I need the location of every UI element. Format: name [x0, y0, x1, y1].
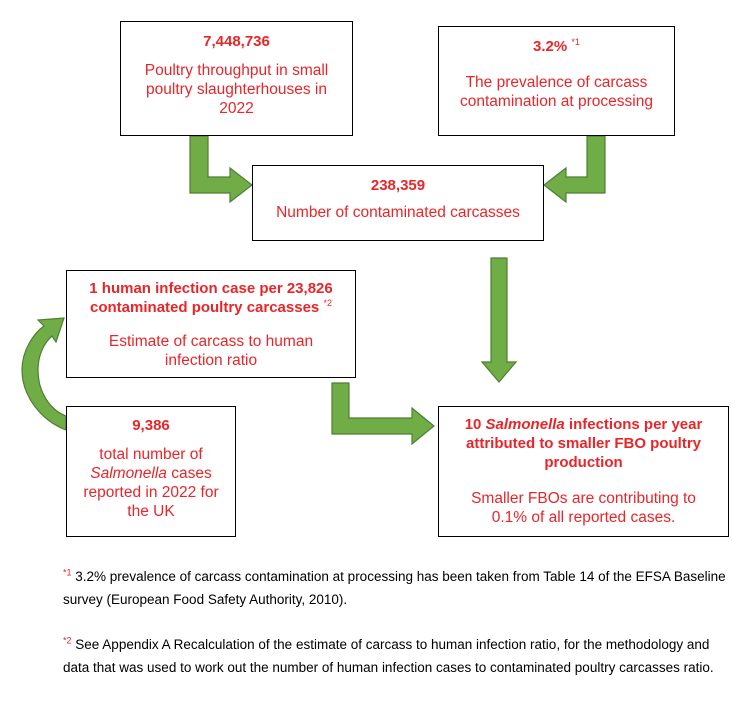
arrow-ratio-to-result — [332, 383, 434, 444]
ratio-heading-text: 1 human infection case per 23,826 contaminated poultry carcasses — [89, 280, 333, 316]
ratio-heading — [67, 279, 355, 317]
arrow-throughput-to-contaminated — [190, 136, 252, 202]
footnote-2-text: See Appendix A Recalculation of the estimate of carcass to human infection ratio, for the methodology and data that was used to work out the number of human infection cases to contaminated poultry carcasses ratio. — [63, 637, 714, 675]
cases-text-post: cases reported in 2022 for the UK — [83, 465, 219, 520]
footnote-2 — [63, 633, 728, 679]
footnote-1-text: 3.2% prevalence of carcass contamination at processing has been taken from Table 14 of the EFSA Baseline survey (European Food Safety Authority, 2010). — [63, 569, 726, 607]
contaminated-value: 238,359 — [370, 177, 426, 194]
prevalence-marker: *1 — [571, 37, 580, 47]
ratio-box — [66, 270, 356, 378]
result-heading — [439, 415, 728, 472]
cases-text — [67, 445, 235, 521]
result-heading-post: infections per year attributed to smaller FBO poultry production — [465, 416, 703, 471]
prevalence-value: 3.2% — [533, 38, 568, 55]
result-box — [438, 406, 729, 537]
contaminated-text: Number of contaminated carcasses — [276, 204, 520, 221]
result-heading-italic: Salmonella — [485, 416, 565, 433]
cases-box — [66, 406, 236, 537]
cases-text-italic: Salmonella — [90, 465, 167, 482]
cases-value: 9,386 — [132, 417, 170, 434]
throughput-value: 7,448,736 — [203, 33, 270, 50]
footnote-1-marker: *1 — [63, 567, 72, 578]
cases-text-pre: total number of — [99, 446, 203, 463]
ratio-text: Estimate of carcass to human infection ratio — [108, 333, 314, 369]
contaminated-box — [252, 165, 544, 241]
prevalence-text: The prevalence of carcass contamination at processing — [459, 74, 653, 110]
arrow-cases-to-ratio — [22, 318, 66, 430]
result-text: Smaller FBOs are contributing to 0.1% of all reported cases. — [471, 490, 696, 526]
prevalence-heading — [439, 37, 674, 56]
arrow-contaminated-to-result — [482, 258, 516, 382]
footnote-1 — [63, 565, 728, 611]
throughput-box — [120, 21, 353, 136]
footnote-2-marker: *2 — [63, 635, 72, 646]
result-heading-pre: 10 — [464, 416, 482, 433]
ratio-marker: *2 — [323, 298, 332, 308]
prevalence-box — [438, 26, 675, 136]
arrow-prevalence-to-contaminated — [544, 136, 605, 202]
throughput-text: Poultry throughput in small poultry slaughterhouses in 2022 — [144, 62, 329, 117]
